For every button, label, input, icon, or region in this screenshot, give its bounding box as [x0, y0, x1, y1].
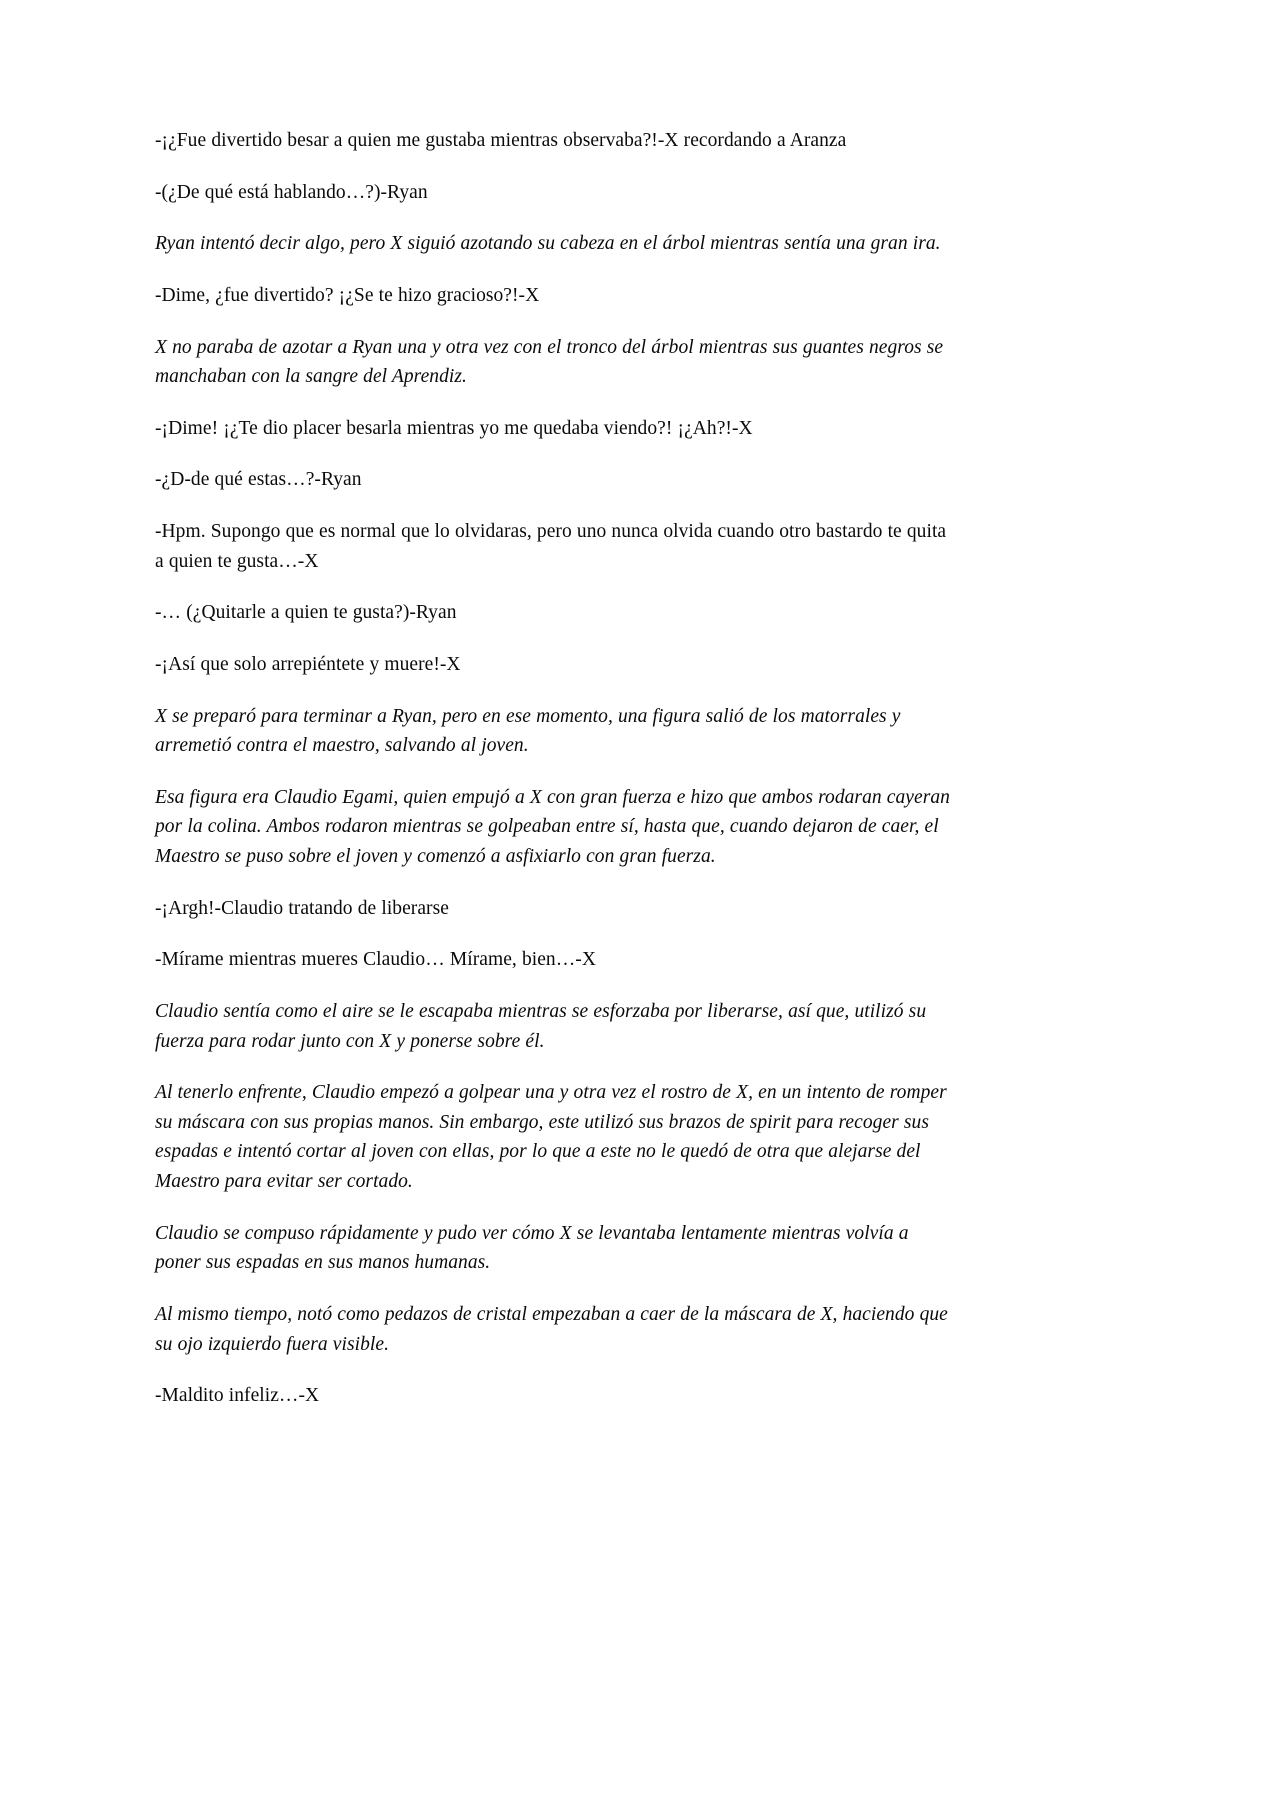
dialogue-paragraph: -¡Argh!-Claudio tratando de liberarse: [155, 897, 449, 919]
narration-paragraph: Al tenerlo enfrente, Claudio empezó a golpear una y otra vez el rostro de X, en un intento de romper su máscara con sus propias manos. Sin embargo, este utilizó sus brazos de spirit para recoger sus espadas e intentó cortar al joven con ellas, por lo que a este no le quedó de otra que alejarse del Maestro para evitar ser cortado.: [155, 1082, 947, 1192]
dialogue-paragraph: -Dime, ¿fue divertido? ¡¿Se te hizo gracioso?!-X: [155, 284, 540, 306]
document-text-column: [155, 126, 957, 1411]
dialogue-paragraph: -¡Dime! ¡¿Te dio placer besarla mientras yo me quedaba viendo?! ¡¿Ah?!-X: [155, 417, 753, 439]
dialogue-paragraph: -Maldito infeliz…-X: [155, 1385, 320, 1407]
narration-paragraph: X se preparó para terminar a Ryan, pero en ese momento, una figura salió de los matorrales y arremetió contra el maestro, salvando al joven.: [155, 705, 901, 757]
narration-paragraph: Claudio sentía como el aire se le escapaba mientras se esforzaba por liberarse, así que, utilizó su fuerza para rodar junto con X y ponerse sobre él.: [155, 1000, 927, 1052]
narration-paragraph: Ryan intentó decir algo, pero X siguió azotando su cabeza en el árbol mientras sentía una gran ira.: [155, 233, 941, 255]
dialogue-paragraph: -(¿De qué está hablando…?)-Ryan: [155, 181, 428, 203]
narration-paragraph: X no paraba de azotar a Ryan una y otra vez con el tronco del árbol mientras sus guantes negros se manchaban con la sangre del Aprendiz.: [155, 336, 944, 388]
dialogue-paragraph: -… (¿Quitarle a quien te gusta?)-Ryan: [155, 602, 457, 624]
dialogue-paragraph: -Hpm. Supongo que es normal que lo olvidaras, pero uno nunca olvida cuando otro bastardo te quita a quien te gusta…-X: [155, 521, 947, 572]
dialogue-paragraph: -¡Así que solo arrepiéntete y muere!-X: [155, 653, 461, 675]
dialogue-paragraph: -¡¿Fue divertido besar a quien me gustaba mientras observaba?!-X recordando a Aranza: [155, 130, 847, 151]
dialogue-paragraph: -¿D-de qué estas…?-Ryan: [155, 469, 362, 491]
narration-paragraph: Al mismo tiempo, notó como pedazos de cristal empezaban a caer de la máscara de X, haciendo que su ojo izquierdo fuera visible.: [155, 1303, 948, 1355]
narration-paragraph: Esa figura era Claudio Egami, quien empujó a X con gran fuerza e hizo que ambos rodaran cayeran por la colina. Ambos rodaron mientras se golpeaban entre sí, hasta que, cuando dejaron de caer, el Maestro se puso sobre el joven y comenzó a asfixiarlo con gran fuerza.: [155, 786, 950, 867]
narration-paragraph: Claudio se compuso rápidamente y pudo ver cómo X se levantaba lentamente mientras volvía a poner sus espadas en sus manos humanas.: [155, 1222, 909, 1274]
dialogue-paragraph: -Mírame mientras mueres Claudio… Mírame, bien…-X: [155, 949, 596, 971]
